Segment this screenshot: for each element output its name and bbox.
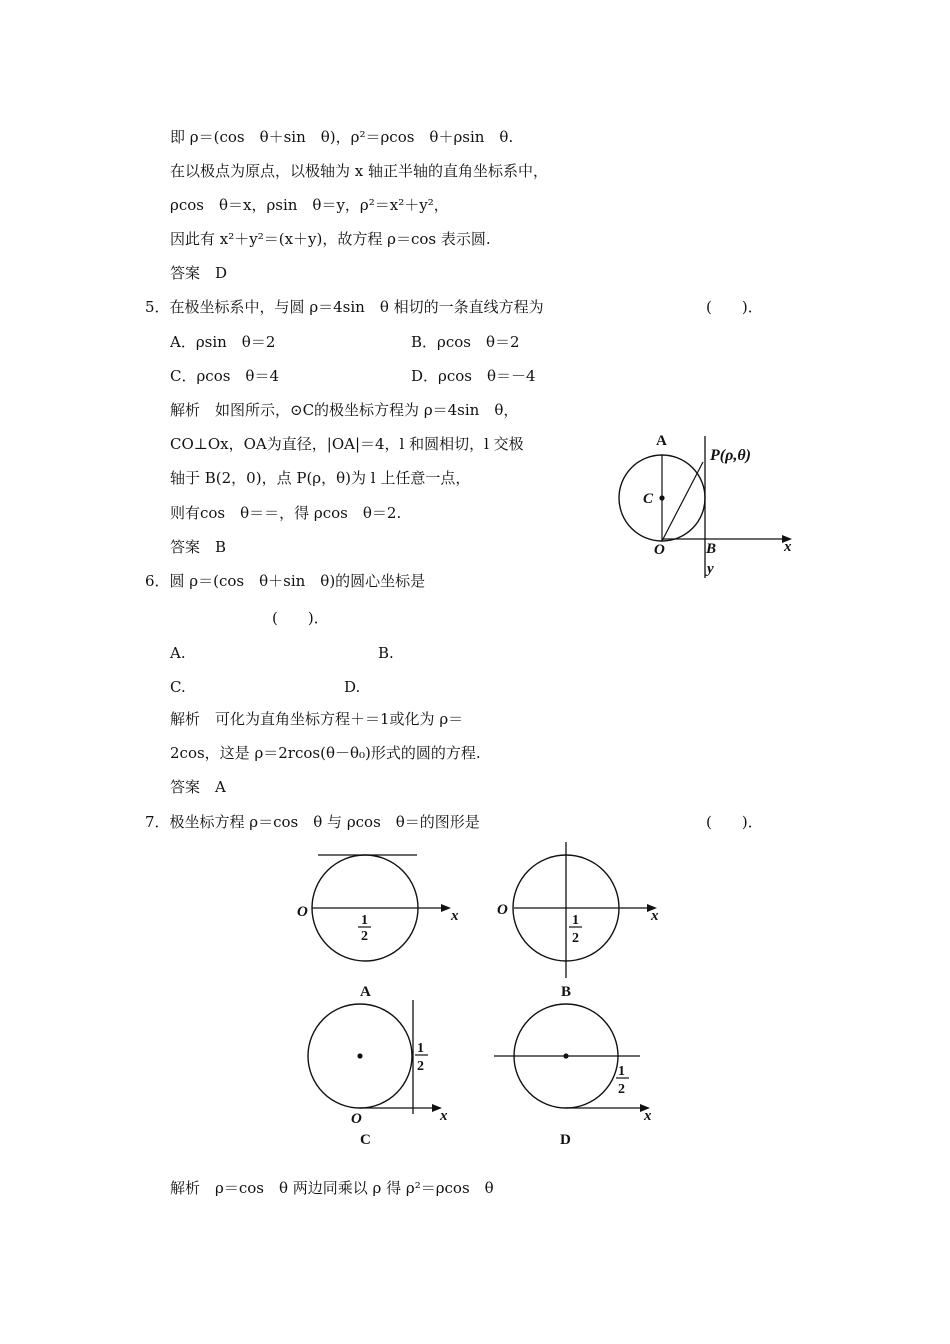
q7d-caption: D [560, 1132, 571, 1148]
q5-center-dot [659, 495, 664, 500]
solution-line-2: 在以极点为原点，以极轴为 x 轴正半轴的直角坐标系中， [170, 162, 548, 180]
q6-option-c: C. [170, 678, 186, 696]
q7b-label-o: O [497, 902, 508, 918]
solution-line-1: 即 ρ＝(cos θ＋sin θ)，ρ²＝ρcos θ＋ρsin θ. [170, 128, 514, 146]
q7a-caption: A [360, 984, 371, 1000]
q7c-frac-num: 1 [417, 1041, 424, 1056]
q5-option-c: C．ρcos θ＝4 [170, 367, 279, 385]
q6-option-b: B. [378, 644, 394, 662]
q7a-frac-num: 1 [361, 913, 368, 928]
answer-6: 答案 A [170, 778, 226, 796]
q7c-label-o: O [351, 1111, 362, 1127]
q7d-frac-num: 1 [618, 1064, 625, 1079]
q7-figure-d [494, 1004, 652, 1148]
q5-analysis-4: 则有cos θ＝＝，得 ρcos θ＝2. [170, 504, 402, 522]
q6-analysis-2: 2cos，这是 ρ＝2rcos(θ－θ₀)形式的圆的方程. [170, 744, 481, 762]
q6-analysis-1: 解析 可化为直角坐标方程＋＝1或化为 ρ＝ [170, 710, 464, 728]
q5-analysis-1: 解析 如图所示，⊙C的极坐标方程为 ρ＝4sin θ， [170, 401, 519, 419]
q5-label-o: O [654, 542, 665, 558]
q5-analysis-3: 轴于 B(2，0)，点 P(ρ，θ)为 l 上任意一点， [170, 469, 471, 487]
q7b-label-x: x [651, 908, 659, 924]
answer-5: 答案 B [170, 538, 227, 556]
q7c-caption: C [360, 1132, 371, 1148]
q7c-label-x: x [440, 1108, 448, 1124]
q5-label-p: P(ρ,θ) [710, 447, 751, 464]
q5-option-a: A．ρsin θ＝2 [170, 333, 276, 351]
question-7-stem: 7．极坐标方程 ρ＝cos θ 与 ρcos θ＝的图形是 [145, 813, 480, 831]
q7a-frac-den: 2 [361, 929, 368, 944]
q7-analysis-1: 解析 ρ＝cos θ 两边同乘以 ρ 得 ρ²＝ρcos θ [170, 1179, 494, 1197]
q5-label-y: y [707, 561, 714, 577]
q5-option-d: D．ρcos θ＝－4 [411, 367, 536, 385]
q7a-label-x: x [451, 908, 459, 924]
q7a-label-o: O [297, 904, 308, 920]
q5-figure [600, 428, 810, 588]
solution-line-3: ρcos θ＝x，ρsin θ＝y，ρ²＝x²＋y²， [170, 196, 449, 214]
question-5-stem: 5．在极坐标系中，与圆 ρ＝4sin θ 相切的一条直线方程为 [145, 298, 544, 316]
q7d-label-x: x [644, 1108, 652, 1124]
q7b-caption: B [561, 984, 572, 1000]
q7-figure-b [497, 842, 659, 1000]
solution-line-4: 因此有 x²＋y²＝(x＋y)，故方程 ρ＝cos 表示圆. [170, 230, 491, 248]
q5-label-b: B [706, 541, 717, 557]
question-5-paren: ( )． [706, 298, 763, 316]
q6-option-a: A. [170, 644, 186, 662]
q5-label-c: C [643, 491, 654, 507]
q7d-frac-den: 2 [618, 1082, 625, 1097]
question-6-paren: ( )． [272, 609, 329, 627]
q7-figures [280, 838, 680, 1158]
q5-label-a: A [656, 433, 667, 449]
q5-option-b: B．ρcos θ＝2 [411, 333, 520, 351]
q5-chord-op [662, 462, 703, 541]
q6-option-d: D. [344, 678, 361, 696]
answer-4: 答案 D [170, 264, 228, 282]
q7-figure-c [308, 1000, 448, 1148]
q7-figure-a [297, 855, 459, 1000]
q5-analysis-2: CO⊥Ox，OA为直径，|OA|＝4，l 和圆相切，l 交极 [170, 435, 524, 453]
q5-label-x: x [784, 539, 792, 555]
q7b-frac-num: 1 [572, 913, 579, 928]
question-6-stem: 6．圆 ρ＝(cos θ＋sin θ)的圆心坐标是 [145, 572, 426, 590]
question-7-paren: ( )． [706, 813, 763, 831]
q7c-frac-den: 2 [417, 1059, 424, 1074]
q7b-frac-den: 2 [572, 931, 579, 946]
